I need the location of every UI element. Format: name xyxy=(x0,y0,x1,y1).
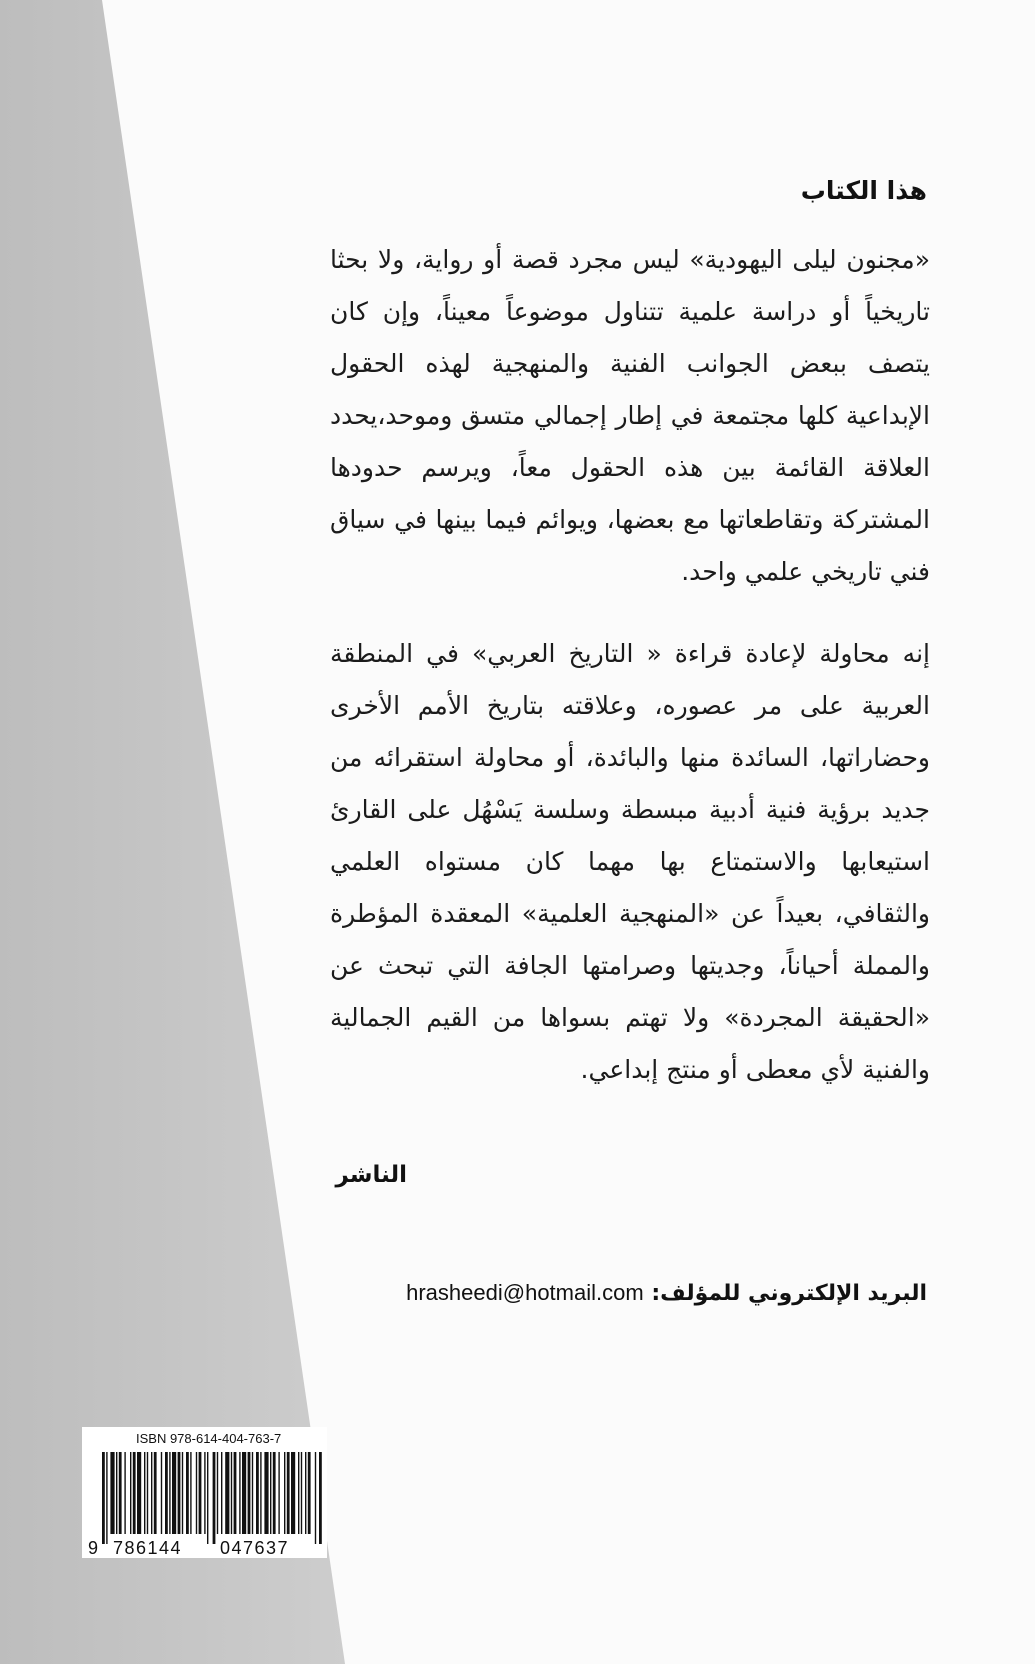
publisher-signature: الناشر xyxy=(335,1162,407,1188)
email-label: البريد الإلكتروني للمؤلف: xyxy=(651,1281,927,1306)
email-address: hrasheedi@hotmail.com xyxy=(406,1280,644,1305)
barcode-digit-first: 9 xyxy=(88,1538,100,1558)
barcode-icon xyxy=(100,1452,322,1544)
author-email-line xyxy=(406,1280,927,1306)
section-heading: هذا الكتاب xyxy=(800,176,927,205)
description-paragraph-2: إنه محاولة لإعادة قراءة « التاريخ العربي» في المنطقة العربية على مر عصوره، وعلاقته بتاريخ الأمم الأخرى وحضاراتها، السائدة منها والبائدة، أو محاولة استقرائه من جديد برؤية فنية أدبية مبسطة وسلسة يَسْهُل على القارئ استيعابها والاستمتاع بها مهما كان مستواه العلمي والثقافي، بعيداً عن «المنهجية العلمية» المعقدة المؤطرة والمملة أحياناً، وجديتها وصرامتها الجافة التي تبحث عن «الحقيقة المجردة» ولا تهتم بسواها من القيم الجمالية والفنية لأي معطى أو منتج إبداعي. xyxy=(330,639,930,1084)
barcode-digits-right: 047637 xyxy=(220,1538,290,1558)
isbn-number: ISBN 978-614-404-763-7 xyxy=(136,1431,282,1446)
description-paragraph-1: «مجنون ليلى اليهودية» ليس مجرد قصة أو رواية، ولا بحثا تاريخياً أو دراسة علمية تتناول موضوعاً معيناً، وإن كان يتصف ببعض الجوانب الفنية والمنهجية لهذه الحقول الإبداعية كلها مجتمعة في إطار إجمالي متسق وموحد،يحدد العلاقة القائمة بين هذه الحقول معاً، ويرسم حدودها المشتركة وتقاطعاتها مع بعضها، ويوائم فيما بينها في سياق فني تاريخي علمي واحد. xyxy=(330,245,930,586)
barcode-digits-left: 786144 xyxy=(113,1538,183,1558)
